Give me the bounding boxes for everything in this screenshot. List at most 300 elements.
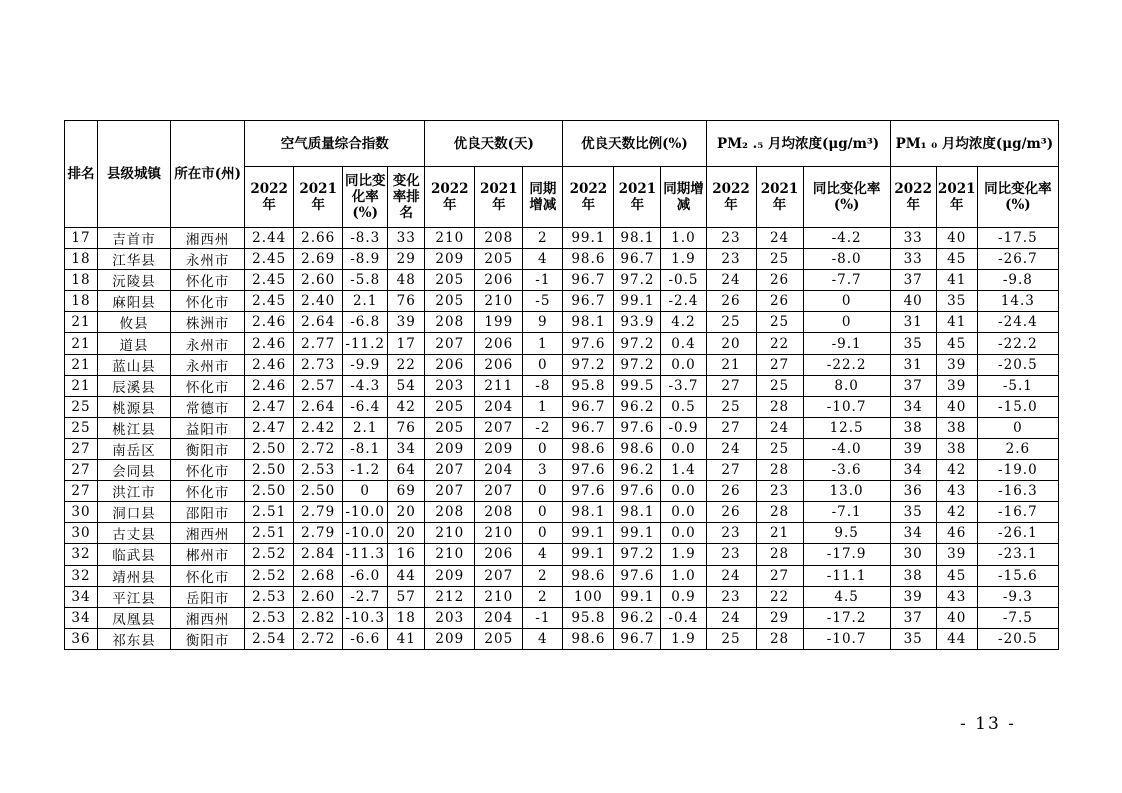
cell-city: 永州市 (171, 249, 245, 270)
cell-pm10-yoy-change-rate: -16.3 (977, 481, 1058, 502)
cell-pm10-2022: 34 (890, 523, 936, 544)
cell-county: 攸县 (98, 312, 171, 333)
cell-days-2021: 205 (475, 628, 523, 649)
cell-aqi-2022: 2.45 (245, 249, 294, 270)
cell-days-period-change: 3 (523, 460, 563, 481)
cell-ratio-2021: 99.1 (614, 586, 661, 607)
cell-city: 怀化市 (171, 291, 245, 312)
cell-aqi-2022: 2.50 (245, 460, 294, 481)
header-pm10-group: PM₁ ₀ 月均浓度(μg/m³) (890, 121, 1058, 167)
cell-city: 湘西州 (171, 523, 245, 544)
cell-aqi-2021: 2.53 (294, 460, 343, 481)
cell-city: 衡阳市 (171, 628, 245, 649)
cell-days-period-change: -1 (523, 607, 563, 628)
table-row (65, 481, 1059, 502)
cell-ratio-2021: 98.1 (614, 502, 661, 523)
cell-ratio-period-change: 0.0 (661, 481, 706, 502)
cell-aqi-yoy-change-rate: -11.3 (343, 544, 388, 565)
cell-pm25-yoy-change-rate: -10.7 (803, 396, 890, 417)
cell-aqi-yoy-change-rate: -10.3 (343, 607, 388, 628)
cell-ratio-period-change: -2.4 (661, 291, 706, 312)
cell-rank: 27 (65, 481, 98, 502)
cell-pm25-2022: 26 (706, 291, 756, 312)
cell-aqi-2021: 2.57 (294, 375, 343, 396)
header-pm25-2022: 2022年 (706, 167, 756, 228)
cell-aqi-2021: 2.40 (294, 291, 343, 312)
cell-pm10-yoy-change-rate: -16.7 (977, 502, 1058, 523)
cell-rank: 21 (65, 375, 98, 396)
cell-aqi-2022: 2.45 (245, 270, 294, 291)
cell-aqi-change-rank: 20 (388, 502, 425, 523)
cell-pm10-2021: 39 (936, 375, 977, 396)
cell-pm10-2021: 39 (936, 354, 977, 375)
cell-pm25-2022: 23 (706, 586, 756, 607)
cell-aqi-change-rank: 54 (388, 375, 425, 396)
cell-county: 平江县 (98, 586, 171, 607)
header-days-2022: 2022年 (425, 167, 475, 228)
cell-aqi-change-rank: 41 (388, 628, 425, 649)
cell-pm25-yoy-change-rate: 4.5 (803, 586, 890, 607)
table-row (65, 228, 1059, 249)
cell-aqi-yoy-change-rate: -4.3 (343, 375, 388, 396)
cell-aqi-change-rank: 22 (388, 354, 425, 375)
cell-ratio-2021: 97.6 (614, 481, 661, 502)
cell-pm25-2022: 20 (706, 333, 756, 354)
cell-pm10-yoy-change-rate: -22.2 (977, 333, 1058, 354)
cell-pm10-2022: 35 (890, 628, 936, 649)
cell-days-2021: 206 (475, 544, 523, 565)
cell-days-period-change: 0 (523, 438, 563, 459)
cell-pm25-2021: 27 (756, 565, 803, 586)
cell-ratio-period-change: 1.4 (661, 460, 706, 481)
cell-pm25-2022: 23 (706, 523, 756, 544)
cell-pm25-yoy-change-rate: 0 (803, 312, 890, 333)
cell-rank: 27 (65, 460, 98, 481)
cell-pm10-2022: 31 (890, 354, 936, 375)
cell-pm25-yoy-change-rate: -7.1 (803, 502, 890, 523)
cell-days-period-change: -1 (523, 270, 563, 291)
cell-aqi-2022: 2.47 (245, 417, 294, 438)
cell-pm25-2022: 24 (706, 565, 756, 586)
cell-ratio-2022: 97.6 (563, 460, 614, 481)
cell-days-2022: 212 (425, 586, 475, 607)
cell-county: 古丈县 (98, 523, 171, 544)
cell-ratio-period-change: 1.9 (661, 628, 706, 649)
header-aqi-2021: 2021年 (294, 167, 343, 228)
cell-pm10-yoy-change-rate: -7.5 (977, 607, 1058, 628)
cell-days-period-change: 4 (523, 628, 563, 649)
cell-rank: 17 (65, 228, 98, 249)
cell-pm10-yoy-change-rate: -19.0 (977, 460, 1058, 481)
cell-days-period-change: 2 (523, 228, 563, 249)
cell-aqi-yoy-change-rate: 2.1 (343, 417, 388, 438)
cell-rank: 34 (65, 607, 98, 628)
cell-days-2022: 205 (425, 270, 475, 291)
table-row (65, 354, 1059, 375)
cell-county: 桃源县 (98, 396, 171, 417)
cell-pm10-yoy-change-rate: -15.6 (977, 565, 1058, 586)
cell-aqi-2022: 2.50 (245, 438, 294, 459)
cell-pm25-2022: 27 (706, 375, 756, 396)
cell-aqi-change-rank: 20 (388, 523, 425, 544)
cell-rank: 27 (65, 438, 98, 459)
cell-aqi-change-rank: 44 (388, 565, 425, 586)
cell-ratio-2022: 99.1 (563, 228, 614, 249)
cell-pm25-yoy-change-rate: -4.2 (803, 228, 890, 249)
cell-aqi-2022: 2.45 (245, 291, 294, 312)
cell-pm10-2021: 40 (936, 396, 977, 417)
header-good-ratio-group: 优良天数比例(%) (563, 121, 706, 167)
cell-days-period-change: 1 (523, 333, 563, 354)
cell-pm10-2022: 35 (890, 333, 936, 354)
cell-pm10-2021: 38 (936, 438, 977, 459)
cell-ratio-2021: 97.6 (614, 565, 661, 586)
cell-ratio-2021: 96.2 (614, 607, 661, 628)
table-row (65, 249, 1059, 270)
cell-pm10-2021: 43 (936, 481, 977, 502)
header-aqi-2022: 2022年 (245, 167, 294, 228)
cell-pm10-2021: 41 (936, 270, 977, 291)
cell-pm25-yoy-change-rate: -3.6 (803, 460, 890, 481)
cell-aqi-2021: 2.69 (294, 249, 343, 270)
cell-pm25-2022: 24 (706, 607, 756, 628)
cell-pm10-yoy-change-rate: -26.7 (977, 249, 1058, 270)
cell-aqi-change-rank: 17 (388, 333, 425, 354)
cell-rank: 18 (65, 249, 98, 270)
cell-aqi-2021: 2.72 (294, 438, 343, 459)
cell-pm10-yoy-change-rate: -9.3 (977, 586, 1058, 607)
cell-days-2022: 209 (425, 628, 475, 649)
header-aqi-change-rank: 变化率排名 (388, 167, 425, 228)
cell-ratio-2022: 95.8 (563, 607, 614, 628)
cell-aqi-yoy-change-rate: -6.4 (343, 396, 388, 417)
cell-pm10-2022: 37 (890, 270, 936, 291)
cell-aqi-2022: 2.52 (245, 565, 294, 586)
cell-pm25-2022: 25 (706, 312, 756, 333)
cell-city: 永州市 (171, 354, 245, 375)
cell-county: 道县 (98, 333, 171, 354)
cell-days-2022: 209 (425, 565, 475, 586)
cell-ratio-2022: 98.1 (563, 502, 614, 523)
cell-ratio-2022: 97.6 (563, 333, 614, 354)
cell-days-period-change: 0 (523, 354, 563, 375)
cell-ratio-2021: 99.1 (614, 523, 661, 544)
cell-ratio-period-change: 0.0 (661, 502, 706, 523)
table-row (65, 312, 1059, 333)
cell-pm10-2021: 45 (936, 333, 977, 354)
cell-aqi-2022: 2.47 (245, 396, 294, 417)
cell-city: 怀化市 (171, 565, 245, 586)
cell-pm25-yoy-change-rate: -17.9 (803, 544, 890, 565)
cell-pm10-2022: 33 (890, 228, 936, 249)
cell-aqi-change-rank: 57 (388, 586, 425, 607)
table-row (65, 375, 1059, 396)
table-row (65, 565, 1059, 586)
cell-city: 湘西州 (171, 228, 245, 249)
cell-aqi-2021: 2.50 (294, 481, 343, 502)
cell-county: 桃江县 (98, 417, 171, 438)
cell-pm10-2021: 39 (936, 544, 977, 565)
cell-pm10-2021: 44 (936, 628, 977, 649)
header-aqi-group: 空气质量综合指数 (245, 121, 425, 167)
cell-pm25-yoy-change-rate: -10.7 (803, 628, 890, 649)
cell-county: 洪江市 (98, 481, 171, 502)
table-row (65, 523, 1059, 544)
cell-pm10-2022: 33 (890, 249, 936, 270)
cell-pm10-yoy-change-rate: -17.5 (977, 228, 1058, 249)
cell-aqi-change-rank: 16 (388, 544, 425, 565)
cell-ratio-period-change: 0.0 (661, 523, 706, 544)
cell-city: 岳阳市 (171, 586, 245, 607)
county-air-quality-ranking-table (64, 120, 1059, 650)
cell-days-2021: 208 (475, 502, 523, 523)
cell-pm25-2022: 26 (706, 502, 756, 523)
cell-pm25-2021: 26 (756, 291, 803, 312)
cell-county: 会同县 (98, 460, 171, 481)
cell-pm25-2022: 27 (706, 417, 756, 438)
cell-aqi-change-rank: 39 (388, 312, 425, 333)
header-city: 所在市(州) (171, 121, 245, 228)
cell-pm10-2022: 38 (890, 565, 936, 586)
cell-aqi-2021: 2.77 (294, 333, 343, 354)
cell-pm10-2022: 36 (890, 481, 936, 502)
table-row (65, 628, 1059, 649)
table-row (65, 502, 1059, 523)
cell-days-period-change: 0 (523, 523, 563, 544)
table-row (65, 270, 1059, 291)
cell-pm25-2021: 28 (756, 502, 803, 523)
cell-aqi-change-rank: 76 (388, 291, 425, 312)
cell-pm10-yoy-change-rate: -15.0 (977, 396, 1058, 417)
cell-days-2022: 209 (425, 438, 475, 459)
cell-days-period-change: 9 (523, 312, 563, 333)
cell-days-period-change: 4 (523, 544, 563, 565)
cell-pm10-2022: 34 (890, 460, 936, 481)
cell-days-2022: 206 (425, 354, 475, 375)
cell-days-period-change: 0 (523, 481, 563, 502)
cell-ratio-period-change: 0.4 (661, 333, 706, 354)
cell-city: 株洲市 (171, 312, 245, 333)
cell-pm10-2021: 40 (936, 228, 977, 249)
cell-aqi-change-rank: 18 (388, 607, 425, 628)
cell-county: 凤凰县 (98, 607, 171, 628)
cell-ratio-period-change: 1.0 (661, 228, 706, 249)
cell-city: 湘西州 (171, 607, 245, 628)
cell-aqi-2021: 2.42 (294, 417, 343, 438)
cell-aqi-2022: 2.44 (245, 228, 294, 249)
cell-pm25-2022: 23 (706, 544, 756, 565)
cell-pm25-yoy-change-rate: -22.2 (803, 354, 890, 375)
cell-days-2021: 206 (475, 333, 523, 354)
table-row (65, 291, 1059, 312)
cell-pm10-2021: 35 (936, 291, 977, 312)
cell-aqi-change-rank: 33 (388, 228, 425, 249)
cell-aqi-change-rank: 76 (388, 417, 425, 438)
table-row (65, 460, 1059, 481)
cell-ratio-2022: 96.7 (563, 417, 614, 438)
header-ratio-2022: 2022年 (563, 167, 614, 228)
cell-pm25-2021: 22 (756, 333, 803, 354)
cell-ratio-2021: 96.2 (614, 396, 661, 417)
header-aqi-yoy-change-rate: 同比变化率(%) (343, 167, 388, 228)
cell-ratio-period-change: 4.2 (661, 312, 706, 333)
cell-rank: 25 (65, 396, 98, 417)
cell-pm10-yoy-change-rate: 2.6 (977, 438, 1058, 459)
cell-county: 沅陵县 (98, 270, 171, 291)
header-pm25-yoy-change-rate: 同比变化率(%) (803, 167, 890, 228)
table-row (65, 544, 1059, 565)
cell-pm25-2021: 22 (756, 586, 803, 607)
cell-aqi-change-rank: 34 (388, 438, 425, 459)
cell-rank: 21 (65, 354, 98, 375)
cell-county: 蓝山县 (98, 354, 171, 375)
cell-pm25-2022: 23 (706, 249, 756, 270)
cell-ratio-period-change: -0.9 (661, 417, 706, 438)
cell-aqi-2021: 2.73 (294, 354, 343, 375)
cell-days-2022: 207 (425, 333, 475, 354)
cell-pm25-2021: 24 (756, 417, 803, 438)
cell-rank: 32 (65, 544, 98, 565)
cell-rank: 21 (65, 333, 98, 354)
cell-pm25-2021: 28 (756, 396, 803, 417)
cell-pm10-yoy-change-rate: -9.8 (977, 270, 1058, 291)
cell-ratio-2022: 99.1 (563, 523, 614, 544)
cell-aqi-2022: 2.51 (245, 502, 294, 523)
table-row (65, 333, 1059, 354)
cell-rank: 25 (65, 417, 98, 438)
cell-aqi-yoy-change-rate: -6.6 (343, 628, 388, 649)
cell-days-2022: 205 (425, 291, 475, 312)
cell-pm25-2022: 25 (706, 396, 756, 417)
cell-ratio-period-change: 1.9 (661, 544, 706, 565)
cell-days-2022: 207 (425, 460, 475, 481)
cell-county: 靖州县 (98, 565, 171, 586)
cell-pm25-yoy-change-rate: -7.7 (803, 270, 890, 291)
cell-aqi-2021: 2.60 (294, 586, 343, 607)
cell-ratio-period-change: 0.5 (661, 396, 706, 417)
cell-city: 益阳市 (171, 417, 245, 438)
header-good-days-group: 优良天数(天) (425, 121, 563, 167)
cell-pm10-2021: 41 (936, 312, 977, 333)
cell-pm10-2022: 37 (890, 375, 936, 396)
cell-days-2022: 208 (425, 312, 475, 333)
cell-days-2022: 205 (425, 396, 475, 417)
cell-days-2021: 210 (475, 523, 523, 544)
cell-rank: 30 (65, 502, 98, 523)
table-row (65, 438, 1059, 459)
cell-pm25-yoy-change-rate: -17.2 (803, 607, 890, 628)
cell-aqi-2022: 2.50 (245, 481, 294, 502)
cell-days-2021: 210 (475, 586, 523, 607)
cell-county: 麻阳县 (98, 291, 171, 312)
header-days-period-change: 同期增减 (523, 167, 563, 228)
cell-aqi-2021: 2.84 (294, 544, 343, 565)
cell-pm10-2021: 42 (936, 460, 977, 481)
cell-county: 祁东县 (98, 628, 171, 649)
cell-ratio-period-change: 1.9 (661, 249, 706, 270)
cell-pm10-2022: 31 (890, 312, 936, 333)
cell-county: 临武县 (98, 544, 171, 565)
cell-pm25-yoy-change-rate: 13.0 (803, 481, 890, 502)
cell-days-2021: 208 (475, 228, 523, 249)
cell-ratio-period-change: -0.4 (661, 607, 706, 628)
cell-aqi-yoy-change-rate: -8.3 (343, 228, 388, 249)
cell-days-2022: 203 (425, 607, 475, 628)
cell-pm10-yoy-change-rate: -20.5 (977, 628, 1058, 649)
cell-ratio-2021: 99.5 (614, 375, 661, 396)
cell-days-2021: 211 (475, 375, 523, 396)
cell-aqi-2022: 2.46 (245, 312, 294, 333)
cell-aqi-2022: 2.46 (245, 333, 294, 354)
cell-pm10-2022: 34 (890, 396, 936, 417)
header-rank: 排名 (65, 121, 98, 228)
cell-pm10-yoy-change-rate: 0 (977, 417, 1058, 438)
cell-city: 衡阳市 (171, 438, 245, 459)
cell-county: 洞口县 (98, 502, 171, 523)
header-pm25-2021: 2021年 (756, 167, 803, 228)
cell-pm25-2022: 27 (706, 460, 756, 481)
cell-aqi-2021: 2.64 (294, 396, 343, 417)
header-pm10-2022: 2022年 (890, 167, 936, 228)
cell-aqi-2021: 2.64 (294, 312, 343, 333)
cell-city: 邵阳市 (171, 502, 245, 523)
cell-days-period-change: 4 (523, 249, 563, 270)
table-body (65, 228, 1059, 650)
cell-ratio-2022: 96.7 (563, 291, 614, 312)
cell-rank: 32 (65, 565, 98, 586)
cell-pm25-yoy-change-rate: 0 (803, 291, 890, 312)
cell-days-2021: 210 (475, 291, 523, 312)
cell-ratio-2022: 98.6 (563, 249, 614, 270)
cell-city: 郴州市 (171, 544, 245, 565)
cell-days-period-change: 2 (523, 565, 563, 586)
cell-pm10-2021: 45 (936, 565, 977, 586)
cell-aqi-change-rank: 69 (388, 481, 425, 502)
cell-days-2021: 199 (475, 312, 523, 333)
cell-pm10-2021: 40 (936, 607, 977, 628)
cell-ratio-period-change: -0.5 (661, 270, 706, 291)
cell-aqi-2021: 2.72 (294, 628, 343, 649)
cell-ratio-period-change: 1.0 (661, 565, 706, 586)
cell-ratio-period-change: 0.0 (661, 438, 706, 459)
cell-pm10-2022: 30 (890, 544, 936, 565)
cell-days-2021: 206 (475, 270, 523, 291)
cell-aqi-2021: 2.60 (294, 270, 343, 291)
cell-ratio-2021: 97.6 (614, 417, 661, 438)
cell-aqi-yoy-change-rate: -11.2 (343, 333, 388, 354)
cell-pm25-2021: 24 (756, 228, 803, 249)
cell-aqi-2021: 2.82 (294, 607, 343, 628)
cell-days-2021: 204 (475, 396, 523, 417)
cell-pm25-2021: 26 (756, 270, 803, 291)
cell-city: 怀化市 (171, 460, 245, 481)
cell-pm10-yoy-change-rate: -23.1 (977, 544, 1058, 565)
cell-ratio-2021: 97.2 (614, 270, 661, 291)
cell-aqi-2022: 2.53 (245, 607, 294, 628)
cell-aqi-2021: 2.66 (294, 228, 343, 249)
cell-days-2022: 210 (425, 523, 475, 544)
cell-pm10-2021: 45 (936, 249, 977, 270)
cell-aqi-change-rank: 29 (388, 249, 425, 270)
cell-aqi-yoy-change-rate: -1.2 (343, 460, 388, 481)
cell-ratio-2021: 96.2 (614, 460, 661, 481)
cell-pm10-2022: 37 (890, 607, 936, 628)
cell-pm25-yoy-change-rate: 8.0 (803, 375, 890, 396)
cell-ratio-2022: 98.6 (563, 565, 614, 586)
cell-county: 南岳区 (98, 438, 171, 459)
cell-ratio-2021: 97.2 (614, 544, 661, 565)
cell-ratio-2021: 96.7 (614, 249, 661, 270)
